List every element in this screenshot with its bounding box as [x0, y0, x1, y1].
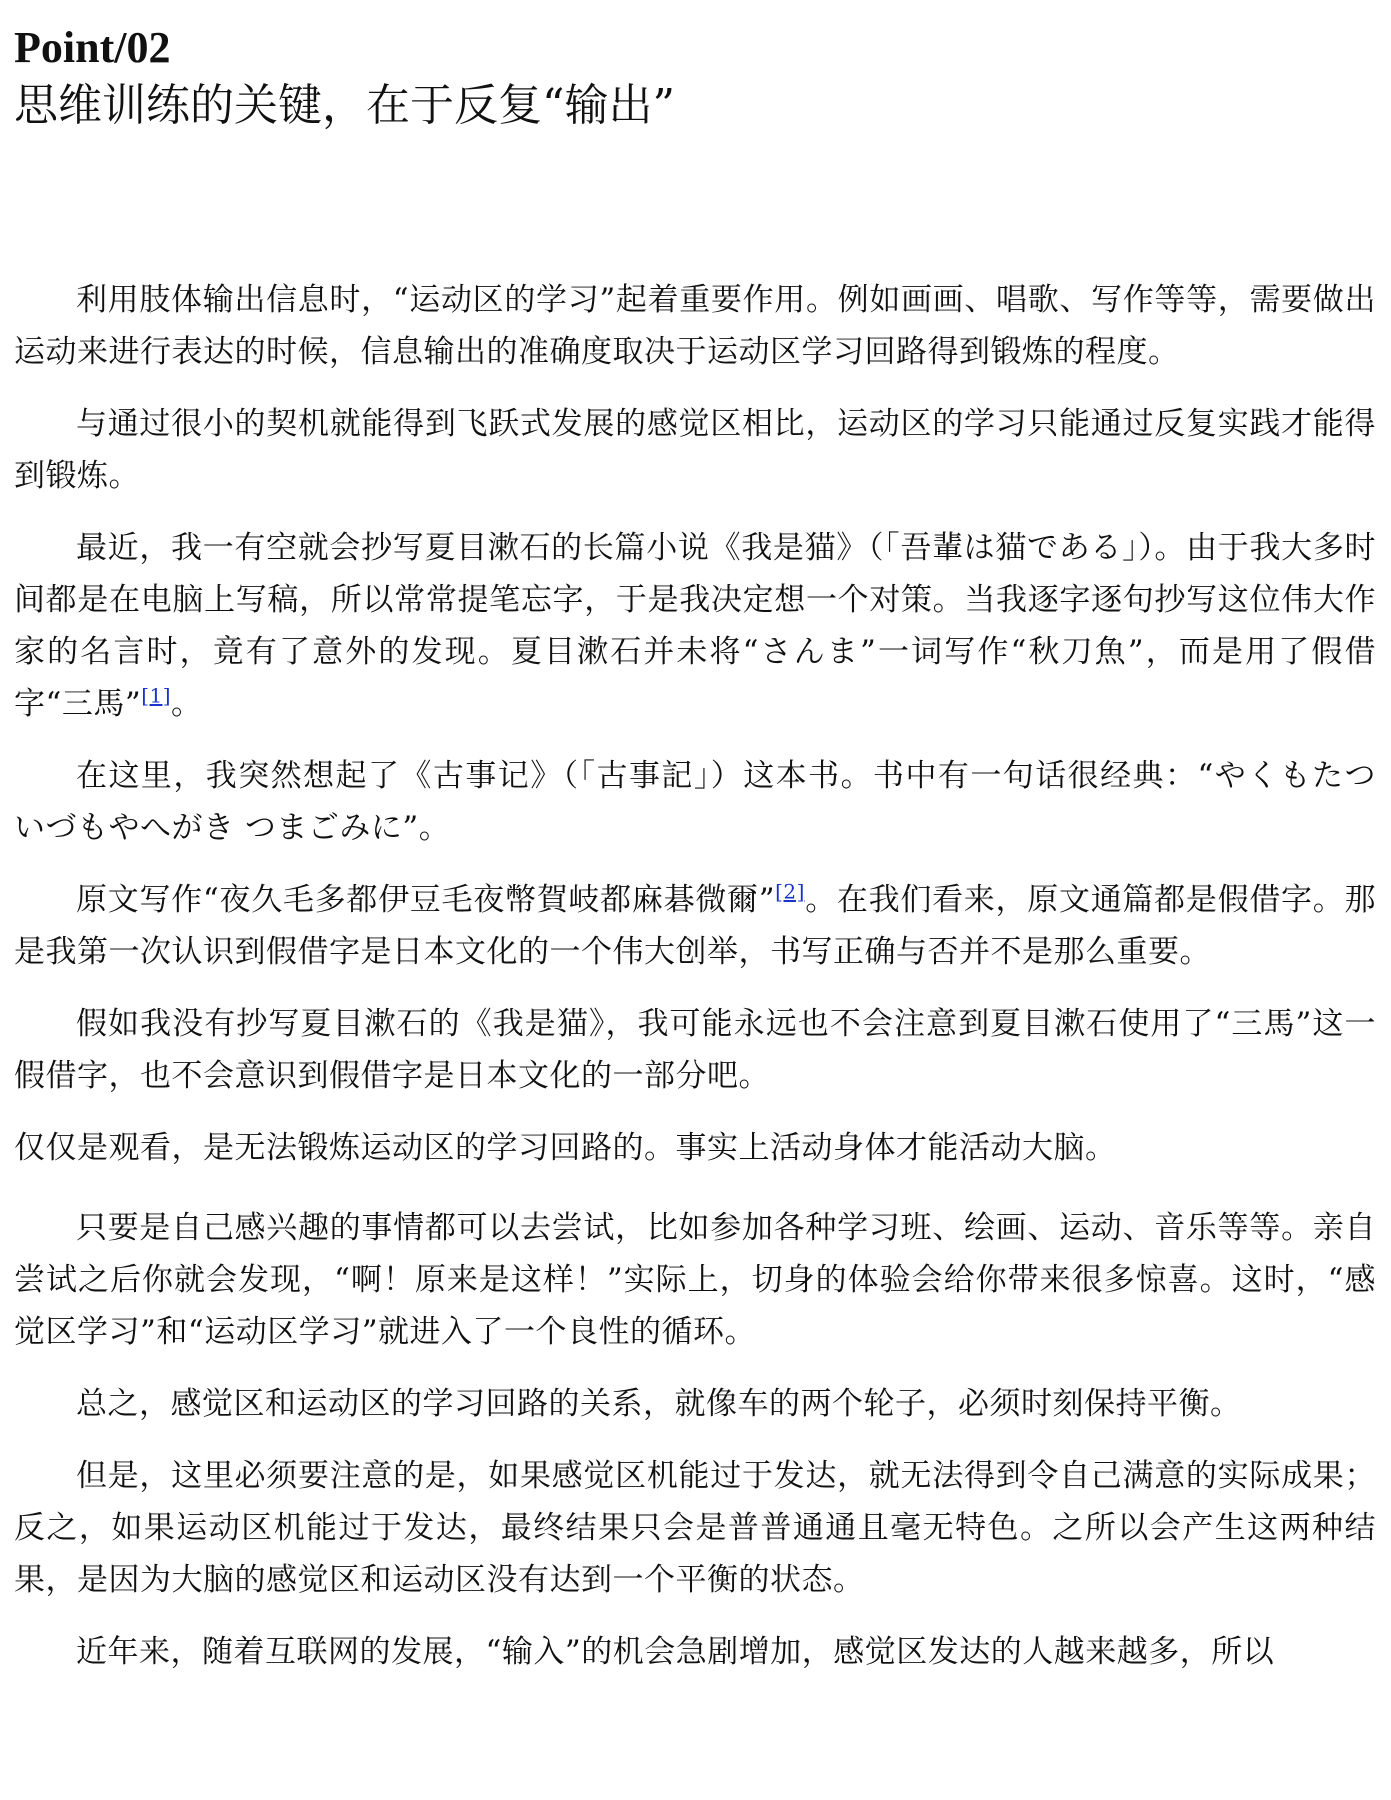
paragraph-3: [14, 522, 1376, 730]
paragraph-2: 与通过很小的契机就能得到飞跃式发展的感觉区相比，运动区的学习只能通过反复实践才能得到锻炼。: [14, 406, 1376, 494]
paragraph-9: 总之，感觉区和运动区的学习回路的关系，就像车的两个轮子，必须时刻保持平衡。: [76, 1386, 1242, 1422]
paragraph-6: 假如我没有抄写夏目漱石的《我是猫》，我可能永远也不会注意到夏目漱石使用了“三馬”这一假借字，也不会意识到假借字是日本文化的一部分吧。: [14, 1006, 1376, 1094]
paragraph-11: 近年来，随着互联网的发展，“输入”的机会急剧增加，感觉区发达的人越来越多，所以: [76, 1634, 1275, 1670]
paragraph-10: 但是，这里必须要注意的是，如果感觉区机能过于发达，就无法得到令自己满意的实际成果；反之，如果运动区机能过于发达，最终结果只会是普普通通且毫无特色。之所以会产生这两种结果，是因为大脑的感觉区和运动区没有达到一个平衡的状态。: [14, 1458, 1376, 1598]
paragraph-5: [14, 874, 1376, 978]
paragraph-1: 利用肢体输出信息时，“运动区的学习”起着重要作用。例如画画、唱歌、写作等等，需要做出运动来进行表达的时候，信息输出的准确度取决于运动区学习回路得到锻炼的程度。: [14, 282, 1376, 370]
paragraph-5-text: 原文写作“夜久毛多都伊豆毛夜幣賀岐都麻碁微爾”: [76, 882, 776, 918]
paragraph-5-end: 。在我们看来，原文通篇都是假借字。那是我第一次认识到假借字是日本文化的一个伟大创举，书写正确与否并不是那么重要。: [14, 882, 1376, 970]
paragraph-3-text: 最近，我一有空就会抄写夏目漱石的长篇小说《我是猫》（「吾輩は猫である」）。由于我大多时间都是在电脑上写稿，所以常常提笔忘字，于是我决定想一个对策。当我逐字逐句抄写这位伟大作家的名言时，竟有了意外的发现。夏目漱石并未将“さんま”一词写作“秋刀魚”，而是用了假借字“三馬”: [14, 530, 1376, 722]
document-page: [14, 14, 1376, 1698]
chapter-title: 思维训练的关键，在于反复“输出”: [14, 80, 675, 131]
paragraph-8: 只要是自己感兴趣的事情都可以去尝试，比如参加各种学习班、绘画、运动、音乐等等。亲自尝试之后你就会发现，“啊！原来是这样！”实际上，切身的体验会给你带来很多惊喜。这时，“感觉区学习”和“运动区学习”就进入了一个良性的循环。: [14, 1210, 1376, 1350]
body-text: [14, 274, 1376, 1678]
point-label: Point/02: [14, 23, 171, 72]
footnote-ref-1[interactable]: [1]: [141, 683, 172, 708]
paragraph-3-end: 。: [171, 686, 203, 722]
paragraph-4: 在这里，我突然想起了《古事记》（「古事記」）这本书。书中有一句话很经典：“やくもたつ いづもやへがき つまごみに”。: [14, 758, 1376, 846]
paragraph-7: 仅仅是观看，是无法锻炼运动区的学习回路的。事实上活动身体才能活动大脑。: [14, 1130, 1117, 1166]
footnote-ref-2[interactable]: [2]: [775, 879, 805, 904]
